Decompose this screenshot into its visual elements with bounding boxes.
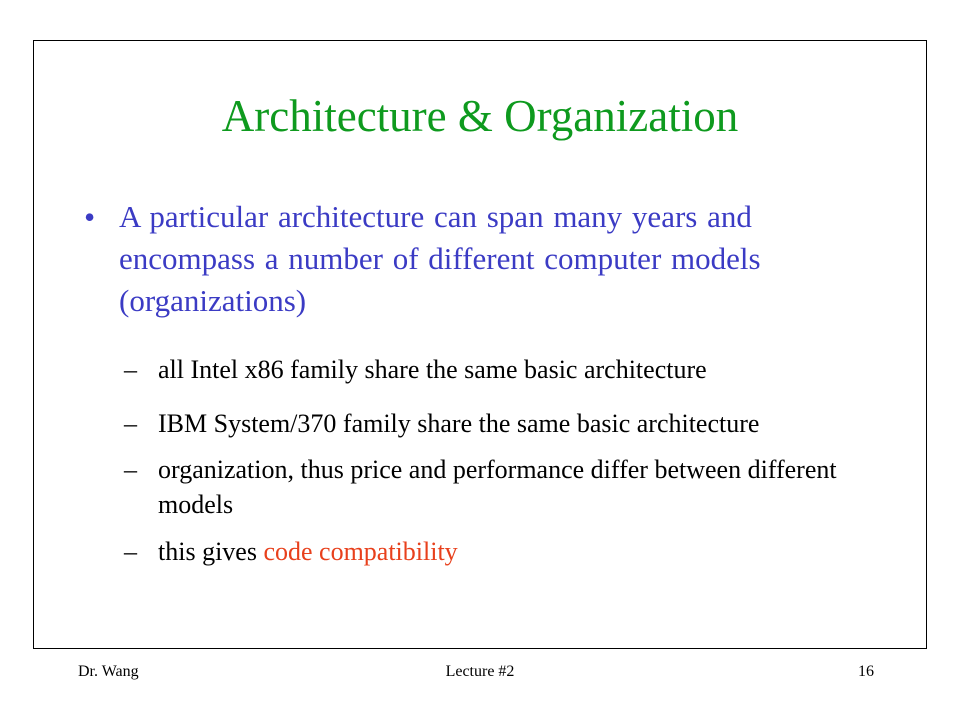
bullet-text: A particular architecture can span many years and encompass a number of different computer models (organizations) — [119, 199, 761, 318]
subpoint-text: IBM System/370 family share the same basic architecture — [158, 409, 760, 438]
subpoint-dash: – — [124, 537, 137, 566]
subpoint-text: all Intel x86 family share the same basic architecture — [158, 355, 707, 384]
subpoint-dash: – — [124, 409, 137, 438]
subpoint-dash: – — [124, 455, 137, 484]
bullet-marker: • — [84, 199, 96, 235]
footer-page-number: 16 — [858, 663, 874, 680]
footer-lecture: Lecture #2 — [445, 663, 515, 680]
footer-author: Dr. Wang — [78, 663, 139, 680]
slide-title: Architecture & Organization — [221, 91, 739, 141]
subpoint-dash: – — [124, 355, 137, 384]
highlight-code-compatibility: code compatibility — [263, 537, 458, 566]
subpoint-text: organization, thus price and performance differ between different models — [158, 455, 837, 519]
subpoint-prefix: this gives — [158, 537, 264, 566]
subpoint-text — [158, 534, 884, 569]
